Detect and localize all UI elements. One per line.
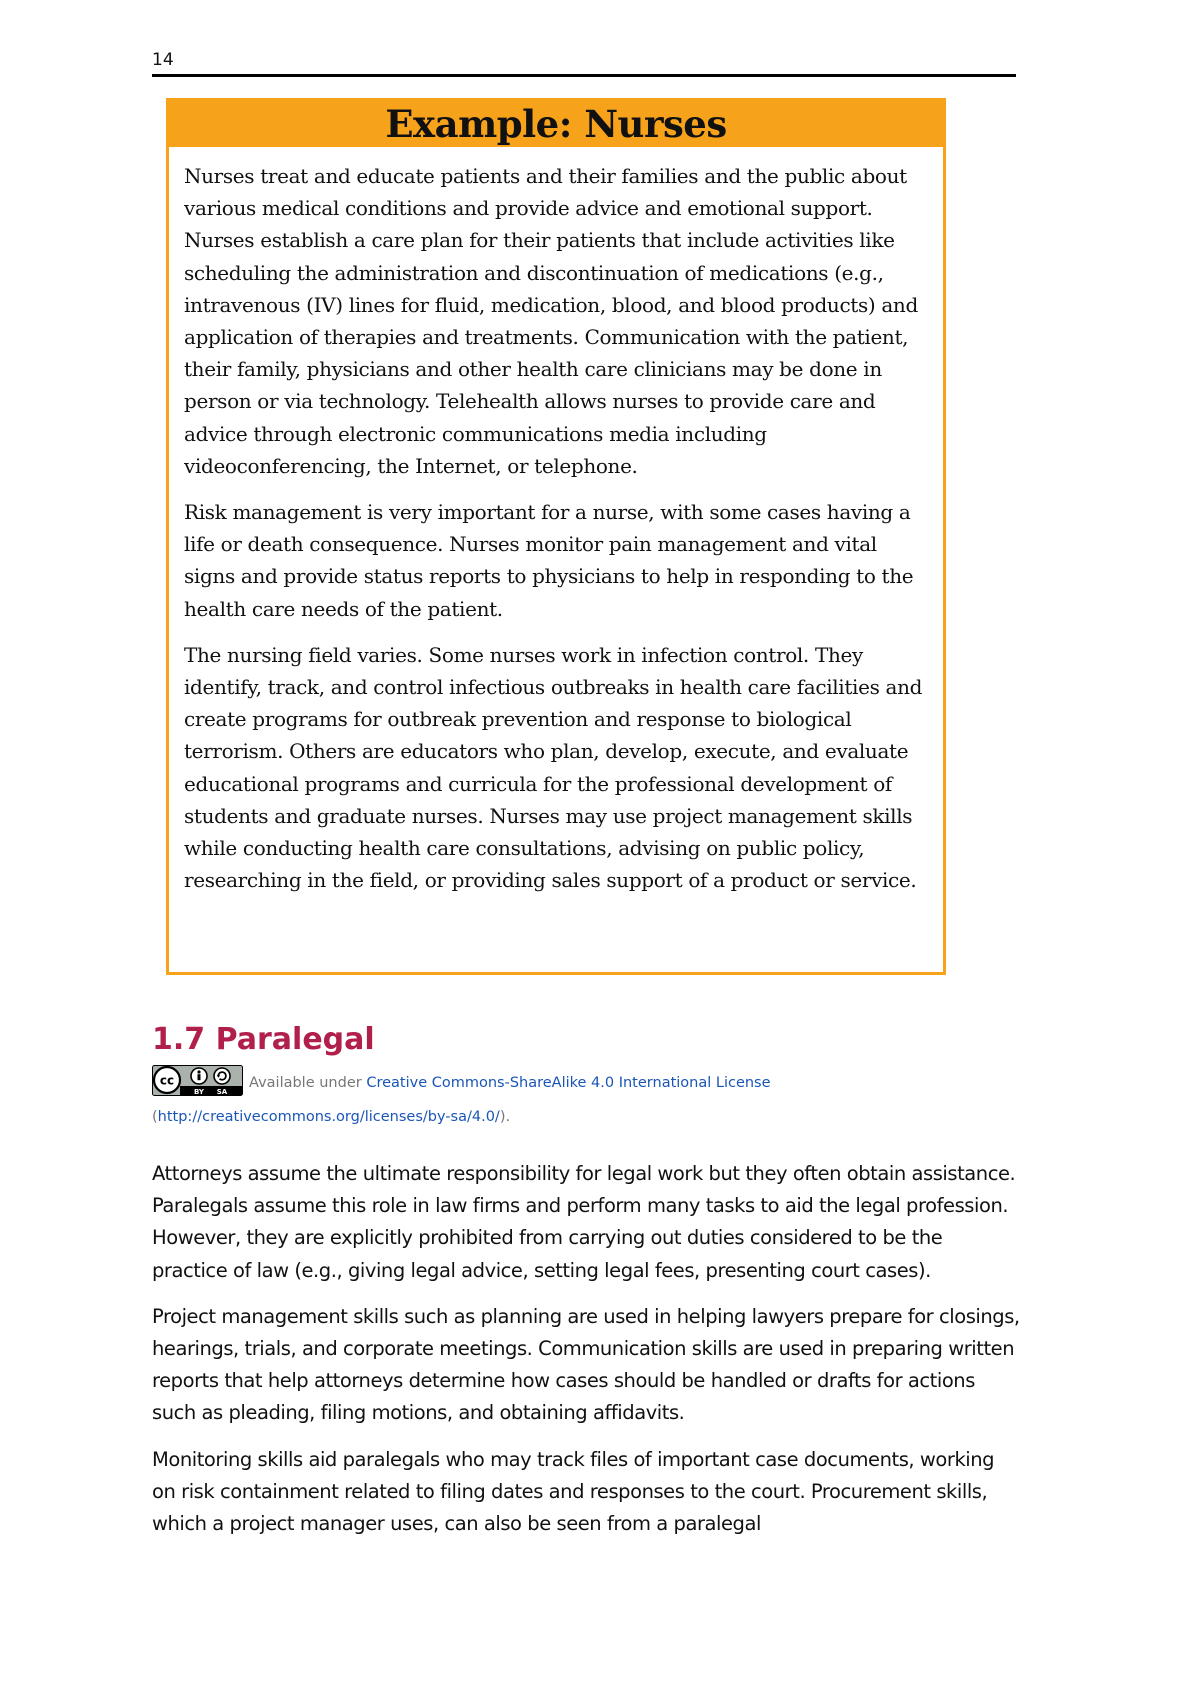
svg-text:cc: cc	[159, 1073, 175, 1087]
license-paren-close: ).	[499, 1109, 511, 1125]
body-paragraph: Attorneys assume the ultimate responsibility for legal work but they often obtain assistance. Paralegals assume this role in law firms and perform many tasks to aid the legal profession. However, they are explicitly prohibited from carrying out duties considered to be the practice of law (e.g., giving legal advice, setting legal fees, presenting court cases).	[152, 1162, 1016, 1282]
example-paragraph: Risk management is very important for a nurse, with some cases having a life or death consequence. Nurses monitor pain management and vital signs and provide status reports to physicians to help in responding to the health care needs of the patient.	[184, 500, 914, 621]
page-number: 14	[152, 50, 174, 70]
cc-by-sa-badge-icon	[152, 1065, 243, 1096]
svg-text:SA: SA	[216, 1087, 228, 1096]
example-paragraph: The nursing field varies. Some nurses work in infection control. They identify, track, and control infectious outbreaks in health care facilities and create programs for outbreak prevention and response to biological terrorism. Others are educators who plan, develop, execute, and evaluate educational programs and curricula for the professional development of students and graduate nurses. Nurses may use project management skills while conducting health care consultations, advising on public policy, researching in the field, or providing sales support of a product or service.	[184, 642, 923, 893]
example-body	[169, 147, 943, 896]
header-rule	[152, 74, 1016, 77]
example-title: Example: Nurses	[169, 101, 943, 147]
example-box	[166, 98, 946, 975]
license-paren-open: (	[152, 1109, 158, 1125]
body-paragraph: Project management skills such as planning are used in helping lawyers prepare for closings, hearings, trials, and corporate meetings. Communication skills are used in preparing written reports that help attorneys determine how cases should be handled or drafts for actions such as pleading, filing motions, and obtaining affidavits.	[152, 1304, 1020, 1425]
body-paragraph: Monitoring skills aid paralegals who may track files of important case documents, working on risk containment related to filing dates and responses to the court. Procurement skills, which a project manager uses, can also be seen from a paralegal	[152, 1447, 995, 1536]
license-link[interactable]: Creative Commons-ShareAlike 4.0 International License	[366, 1075, 771, 1091]
section-body	[152, 1158, 1020, 1554]
license-url-link[interactable]: http://creativecommons.org/licenses/by-sa/4.0/	[157, 1109, 500, 1125]
license-prefix: Available under	[249, 1075, 367, 1091]
example-paragraph: Nurses treat and educate patients and their families and the public about various medical conditions and provide advice and emotional support. Nurses establish a care plan for their patients that include activities like scheduling the administration and discontinuation of medications (e.g., intravenous (IV) lines for fluid, medication, blood, and blood products) and application of therapies and treatments. Communication with the patient, their family, physicians and other health care clinicians may be done in person or via technology. Telehealth allows nurses to provide care and advice through electronic communications media including videoconferencing, the Internet, or telephone.	[184, 164, 918, 478]
svg-text:BY: BY	[193, 1087, 205, 1096]
section-heading: 1.7 Paralegal	[152, 1022, 375, 1057]
license-line	[152, 1066, 1022, 1134]
